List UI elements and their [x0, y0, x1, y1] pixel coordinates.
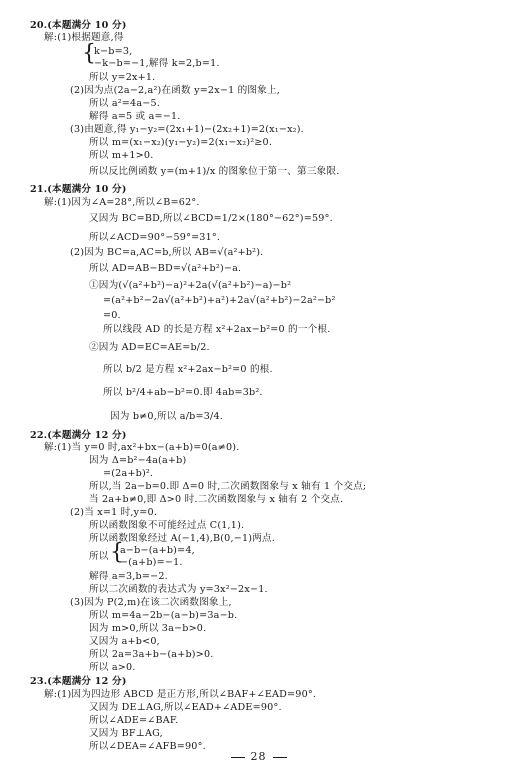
solution-line: 解:(1)因为四边形 ABCD 是正方形,所以∠BAF+∠EAD=90°. [44, 689, 317, 700]
solution-line: =(2a+b)². [103, 468, 154, 479]
solution-line: 又因为 BF⊥AG, [89, 728, 163, 739]
solution-line: =(a²+b²−2a√(a²+b²)+a²)+2a√(a²+b²)−2a²−b² [103, 295, 336, 306]
solution-line: (2)当 x=1 时,y=0. [70, 507, 158, 518]
solution-line: 所以 m=4a−2b−(a−b)=3a−b. [89, 610, 238, 621]
solution-line: 所以函数图象不可能经过点 C(1,1). [89, 520, 245, 531]
solution-line: 因为 m>0,所以 3a−b>0. [89, 623, 207, 634]
solution-line: 又因为 BC=BD,所以∠BCD=1/2×(180°−62°)=59°. [89, 213, 333, 224]
solution-line: 所以 b/2 是方程 x²+2ax−b²=0 的根. [103, 364, 273, 375]
solution-line: 所以二次函数的表达式为 y=3x²−2x−1. [89, 584, 268, 595]
solution-line: 解:(1)当 y=0 时,ax²+bx−(a+b)=0(a≠0). [44, 442, 240, 453]
solution-line: ②因为 AD=EC=AE=b/2. [89, 342, 210, 353]
solution-line: 因为 Δ=b²−4a(a+b) [89, 455, 187, 466]
page-number-footer [0, 750, 517, 763]
question-heading: 22.(本题满分 12 分) [30, 430, 127, 441]
solution-line: 所以 m+1>0. [89, 150, 154, 161]
question-heading: 23.(本题满分 12 分) [30, 676, 127, 687]
solution-line: 因为 b≠0,所以 a/b=3/4. [110, 411, 224, 422]
solution-line: 所以 2a=3a+b−(a+b)>0. [89, 649, 214, 660]
solution-line: 又因为 a+b<0, [89, 636, 160, 647]
solution-line: 解得 a=5 或 a=−1. [89, 111, 181, 122]
solution-line: 所以函数图象经过 A(−1,4),B(0,−1)两点. [89, 533, 276, 544]
system-brace: { [82, 41, 96, 66]
solution-line: 所以,当 2a−b=0.即 Δ=0 时,二次函数图象与 x 轴有 1 个交点; [89, 481, 367, 492]
page-number: 28 [250, 750, 267, 763]
solution-line: 所以∠ADE=∠BAF. [89, 715, 179, 726]
question-heading: 20.(本题满分 10 分) [30, 20, 127, 31]
solution-line: 当 2a+b≠0,即 Δ>0 时.二次函数图象与 x 轴有 2 个交点. [89, 494, 344, 505]
solution-line: 解得 a=3,b=−2. [89, 571, 168, 582]
solution-line: 所以 a²=4a−5. [89, 98, 161, 109]
solution-line: 解:(1)因为∠A=28°,所以∠B=62°. [44, 197, 200, 208]
dash-left [231, 757, 245, 758]
solution-line: 所以 a>0. [89, 662, 136, 673]
solution-line: k−b=3, [94, 46, 133, 57]
solution-line: 所以 [89, 551, 109, 562]
solution-line: 所以 m=(x₁−x₂)(y₁−y₂)=2(x₁−x₂)²≥0. [89, 137, 273, 148]
solution-line: 所以 AD=AB−BD=√(a²+b²)−a. [89, 263, 242, 274]
solution-line: (2)因为 BC=a,AC=b,所以 AB=√(a²+b²). [70, 247, 264, 258]
solution-line: ①因为(√(a²+b²)−a)²+2a(√(a²+b²)−a)−b² [89, 280, 292, 291]
solution-line: 所以 b²/4+ab−b²=0.即 4ab=3b². [103, 387, 263, 398]
solution-line: (3)因为 P(2,m)在该二次函数图象上, [70, 597, 232, 608]
solution-line: a−b−(a+b)=4, [120, 545, 195, 556]
solution-line: 所以∠ACD=90°−59°=31°. [89, 232, 221, 243]
solution-line: 又因为 DE⊥AG,所以∠EAD+∠ADE=90°. [89, 702, 282, 713]
solution-line: −k−b=−1,解得 k=2,b=1. [94, 58, 220, 69]
question-heading: 21.(本题满分 10 分) [30, 184, 127, 195]
solution-line: 所以 y=2x+1. [89, 72, 156, 83]
solution-line: =0. [103, 310, 121, 321]
solution-line: 所以线段 AD 的长是方程 x²+2ax−b²=0 的一个根. [103, 324, 331, 335]
solution-line: (3)由题意,得 y₁−y₂=(2x₁+1)−(2x₂+1)=2(x₁−x₂). [70, 124, 304, 135]
solution-line: 所以反比例函数 y=(m+1)/x 的图象位于第一、第三象限. [89, 166, 340, 177]
dash-right [273, 757, 287, 758]
solution-line: (2)因为点(2a−2,a²)在函数 y=2x−1 的图象上, [70, 85, 281, 96]
solution-line: −(a+b)=−1. [120, 557, 183, 568]
system-brace: { [110, 540, 124, 565]
solution-line: 解:(1)根据题意,得 [44, 32, 124, 43]
solution-line: 所以∠DEA=∠AFB=90°. [89, 741, 206, 752]
